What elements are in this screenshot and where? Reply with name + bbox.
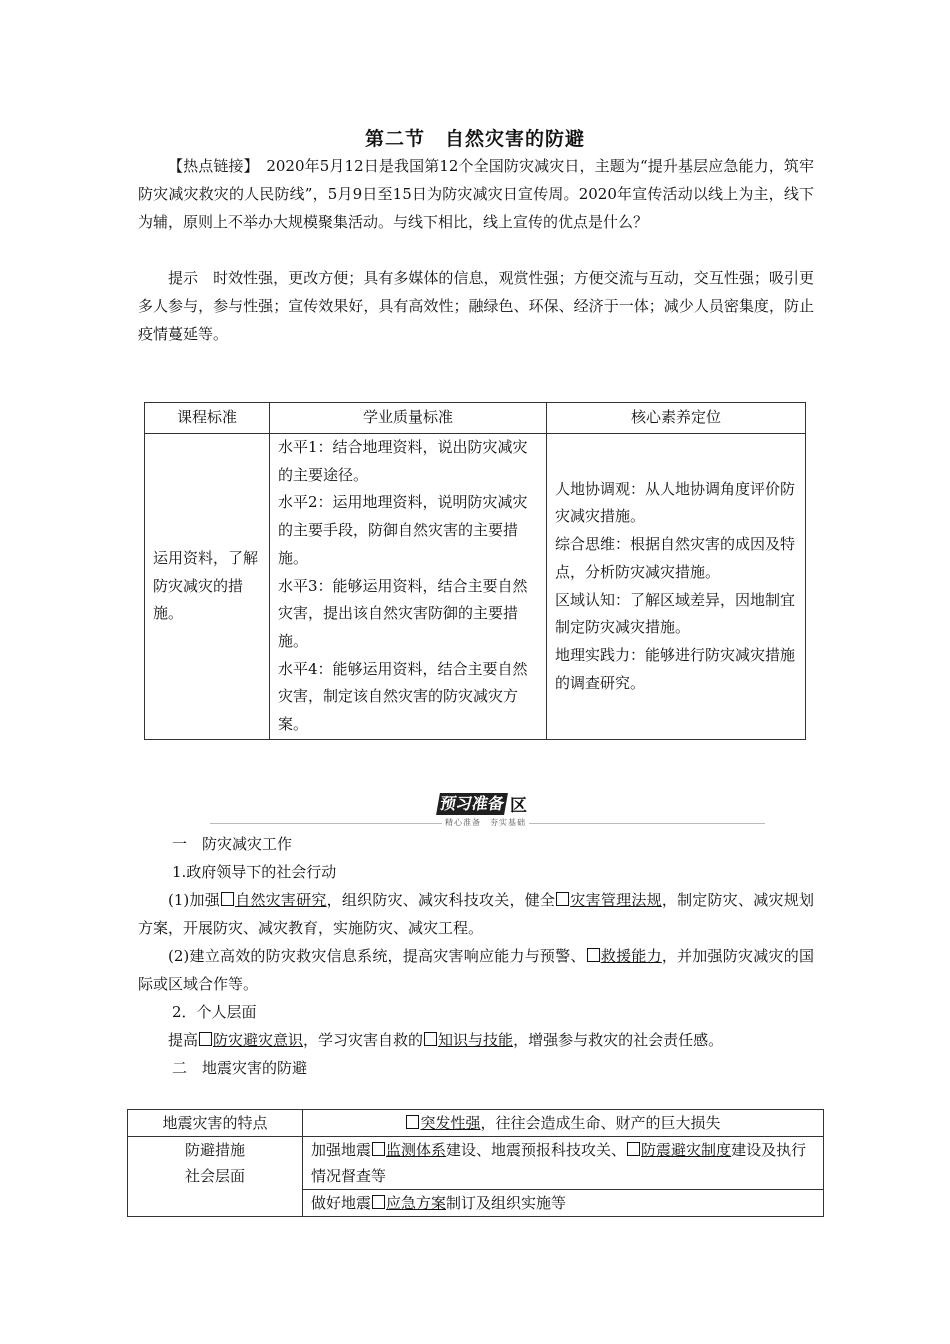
answer-box — [372, 1142, 385, 1156]
m1-text-a: 加强地震 — [311, 1141, 372, 1159]
hint-label: 提示 — [168, 269, 199, 287]
hotspot-paragraph — [138, 152, 814, 236]
header-quality: 学业质量标准 — [270, 403, 547, 434]
quality-level-2: 水平2：运用地理资料，说明防灾减灾的主要手段，防御自然灾害的主要措施。 — [278, 493, 528, 567]
quake-answer-4: 应急方案 — [386, 1194, 447, 1212]
quality-level-4: 水平4：能够运用资料，结合主要自然灾害，制定该自然灾害的防灾减灾方案。 — [278, 659, 528, 734]
quality-level-3: 水平3：能够运用资料，结合主要自然灾害，提出该自然灾害防御的主要措施。 — [278, 576, 528, 650]
answer-box — [556, 892, 569, 906]
quake-feature-value — [303, 1110, 824, 1137]
literacy-1: 人地协调观：从人地协调角度评价防灾减灾措施。 — [555, 479, 796, 526]
p1-answer-2: 灾害管理法规 — [570, 891, 662, 909]
m1-text-c: 建设、地震预报科技攻关、 — [446, 1141, 627, 1159]
header-literacy: 核心素养定位 — [547, 403, 806, 434]
p2-answer-1: 救援能力 — [600, 947, 662, 965]
section2-heading: 二 地震灾害的防避 — [172, 1059, 308, 1077]
p3-text-a: 提高 — [168, 1031, 199, 1049]
page-title: 第二节 自然灾害的防避 — [364, 128, 585, 150]
m2-text-a: 做好地震 — [311, 1194, 372, 1212]
quality-standards — [270, 434, 547, 740]
literacy-2: 综合思维：根据自然灾害的成因及特点，分析防灾减灾措施。 — [555, 535, 796, 581]
preview-banner — [210, 793, 765, 833]
banner-badge: 预习准备 — [436, 793, 508, 815]
m2-text-c: 制订及组织实施等 — [446, 1194, 567, 1212]
quake-answer-3: 防震避灾制度 — [641, 1141, 732, 1159]
quake-feature-rest: ，往往会造成生命、财产的巨大损失 — [480, 1114, 721, 1132]
hotspot-label: 【热点链接】 — [168, 157, 252, 175]
p3-text-c: ，学习灾害自救的 — [303, 1031, 424, 1049]
answer-box — [221, 892, 234, 906]
section1-p3 — [138, 1026, 814, 1054]
course-standard: 运用资料，了解防灾减灾的措施。 — [145, 434, 270, 740]
hint-paragraph — [138, 264, 814, 348]
section1-p1 — [138, 886, 814, 942]
m1-text-e: 建设及执行情况督查等 — [311, 1141, 807, 1185]
section1-heading: 一 防灾减灾工作 — [172, 835, 293, 853]
header-course: 课程标准 — [145, 403, 270, 434]
quake-measure-2 — [303, 1190, 824, 1217]
hint-text: 时效性强，更改方便；具有多媒体的信息，观赏性强；方便交流与互动，交互性强；吸引更多人参与，参与性强；宣传效果好，具有高效性；融绿色、环保、经济于一体；减少人员密集度，防止疫情蔓延等。 — [138, 269, 814, 343]
quake-table — [127, 1109, 824, 1217]
measure-label-2: 社会层面 — [184, 1167, 245, 1185]
literacy-positions — [547, 434, 806, 740]
literacy-3: 区域认知：了解区域差异，因地制宜制定防灾减灾措施。 — [555, 590, 796, 637]
p1-text-a: (1)加强 — [168, 891, 220, 909]
quake-measure-label — [128, 1137, 303, 1217]
p3-answer-1: 防灾避灾意识 — [213, 1031, 304, 1049]
p2-text-c: ，并加强防灾减灾的国际或区域合作等。 — [138, 947, 814, 993]
quake-answer-2: 监测体系 — [386, 1141, 447, 1159]
literacy-4: 地理实践力：能够进行防灾减灾措施的调查研究。 — [555, 645, 796, 692]
quality-level-1: 水平1：结合地理资料，说出防灾减灾的主要途径。 — [278, 438, 528, 484]
quake-measure-1 — [303, 1137, 824, 1190]
p1-text-c: ，组织防灾、减灾科技攻关，健全 — [326, 891, 556, 909]
quake-feature-label: 地震灾害的特点 — [128, 1110, 303, 1137]
p3-text-e: ，增强参与救灾的社会责任感。 — [513, 1031, 724, 1049]
answer-box — [406, 1115, 419, 1129]
p3-answer-2: 知识与技能 — [438, 1031, 514, 1049]
p1-answer-1: 自然灾害研究 — [234, 891, 327, 909]
p1-text-e: ，制定防灾、减灾规划方案，开展防灾、减灾教育，实施防灾、减灾工程。 — [138, 891, 814, 937]
answer-box — [627, 1142, 640, 1156]
section1-sub2: 2．个人层面 — [172, 1003, 257, 1021]
banner-suffix: 区 — [510, 796, 527, 816]
answer-box — [372, 1195, 385, 1209]
section1-p2 — [138, 942, 814, 998]
measure-label-1: 防避措施 — [184, 1141, 245, 1159]
quake-answer-1: 突发性强 — [420, 1114, 481, 1132]
standards-table — [144, 402, 806, 740]
answer-box — [424, 1032, 437, 1046]
hotspot-text: 2020年5月12日是我国第12个全国防灾减灾日，主题为“提升基层应急能力，筑牢防灾减灾救灾的人民防线”，5月9日至15日为防灾减灾日宣传周。2020年宣传活动以线上为主，线下为辅，原则上不举办大规模聚集活动。与线下相比，线上宣传的优点是什么？ — [138, 157, 814, 231]
answer-box — [199, 1032, 212, 1046]
answer-box — [587, 948, 600, 962]
banner-subtitle: 精心准备 夯实基础 — [442, 817, 529, 828]
p2-text-a: (2)建立高效的防灾救灾信息系统，提高灾害响应能力与预警、 — [168, 947, 586, 965]
section1-sub1: 1.政府领导下的社会行动 — [172, 863, 337, 881]
